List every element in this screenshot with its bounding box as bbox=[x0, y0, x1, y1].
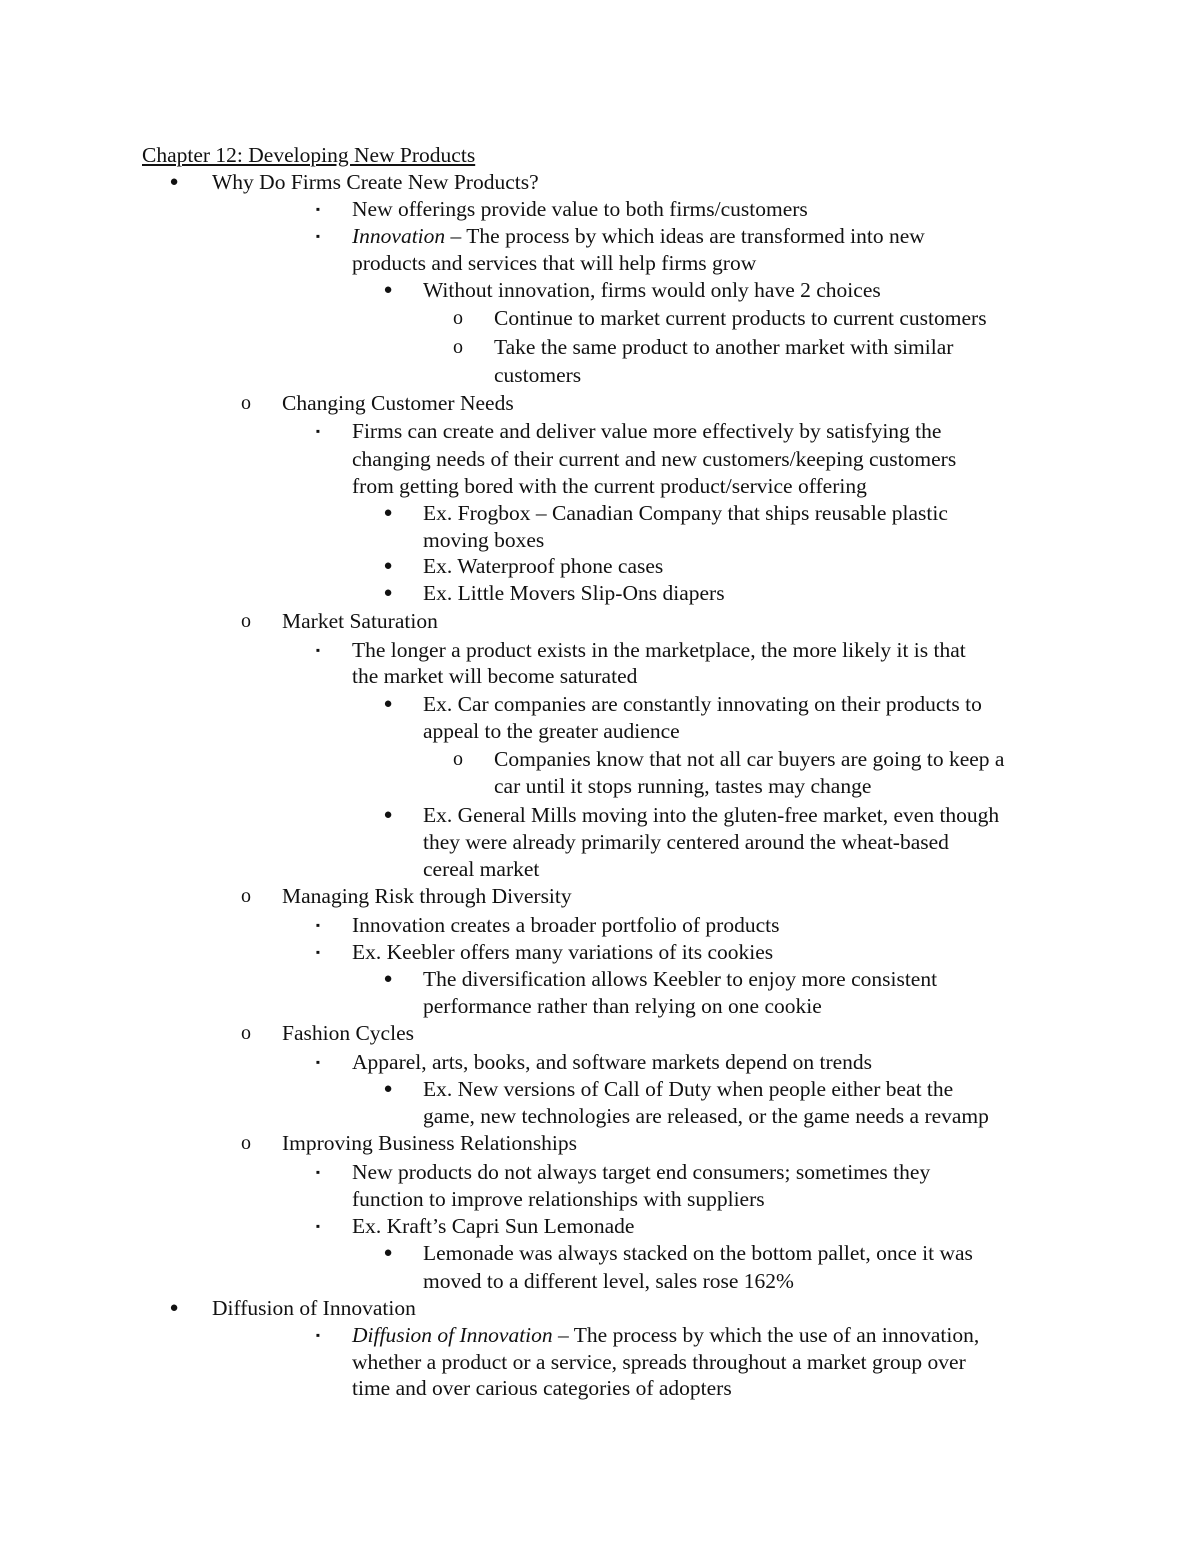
outline-line bbox=[423, 580, 725, 607]
outline-line bbox=[352, 196, 808, 223]
outline-line bbox=[423, 691, 982, 718]
outline-text: New products do not always target end consumers; sometimes they bbox=[352, 1160, 931, 1184]
outline-text: Ex. New versions of Call of Duty when people either beat the bbox=[423, 1077, 954, 1101]
outline-text: game, new technologies are released, or the game needs a revamp bbox=[423, 1104, 989, 1128]
outline-text: the market will become saturated bbox=[352, 664, 638, 688]
outline-text: Managing Risk through Diversity bbox=[282, 884, 572, 908]
outline-text: cereal market bbox=[423, 857, 540, 881]
term-italic: Innovation bbox=[352, 224, 446, 248]
outline-line bbox=[423, 553, 663, 580]
square-bullet-icon: ▪ bbox=[315, 1328, 321, 1342]
outline-text: Innovation creates a broader portfolio of products bbox=[352, 913, 780, 937]
outline-line bbox=[423, 966, 937, 993]
circle-bullet-icon: o bbox=[241, 392, 251, 414]
term-italic: Diffusion of Innovation bbox=[352, 1323, 553, 1347]
circle-bullet-icon: o bbox=[453, 307, 463, 329]
disc-bullet-icon: ● bbox=[383, 807, 393, 823]
outline-line bbox=[352, 1322, 979, 1349]
outline-text: products and services that will help firms grow bbox=[352, 251, 757, 275]
disc-bullet-icon: ● bbox=[383, 1081, 393, 1097]
outline-text: Lemonade was always stacked on the bottom pallet, once it was bbox=[423, 1241, 973, 1265]
outline-line bbox=[423, 1240, 973, 1267]
disc-bullet-icon: ● bbox=[383, 1245, 393, 1261]
outline-text: they were already primarily centered around the wheat-based bbox=[423, 830, 949, 854]
disc-bullet-icon: ● bbox=[383, 282, 393, 298]
outline-text: whether a product or a service, spreads throughout a market group over bbox=[352, 1350, 966, 1374]
square-bullet-icon: ▪ bbox=[315, 1165, 321, 1179]
outline-line bbox=[352, 1159, 930, 1186]
circle-bullet-icon: o bbox=[241, 610, 251, 632]
outline-text: Market Saturation bbox=[282, 609, 438, 633]
outline-line bbox=[352, 250, 756, 277]
outline-text: Diffusion of Innovation bbox=[212, 1296, 416, 1320]
outline-text: Ex. Frogbox – Canadian Company that ships reusable plastic bbox=[423, 501, 948, 525]
outline-line bbox=[352, 1213, 634, 1240]
outline-text: Take the same product to another market with similar bbox=[494, 335, 954, 359]
outline-line bbox=[423, 1268, 794, 1295]
disc-bullet-icon: ● bbox=[169, 174, 179, 190]
square-bullet-icon: ▪ bbox=[315, 1055, 321, 1069]
outline-line bbox=[352, 663, 637, 690]
outline-line bbox=[494, 773, 871, 800]
outline-line bbox=[352, 912, 779, 939]
outline-text: Changing Customer Needs bbox=[282, 391, 514, 415]
outline-line bbox=[423, 718, 680, 745]
outline-text: Apparel, arts, books, and software markets depend on trends bbox=[352, 1050, 873, 1074]
outline-line bbox=[423, 277, 881, 304]
outline-line bbox=[423, 829, 949, 856]
outline-line bbox=[423, 802, 999, 829]
square-bullet-icon: ▪ bbox=[315, 1219, 321, 1233]
outline-line bbox=[352, 1186, 765, 1213]
square-bullet-icon: ▪ bbox=[315, 424, 321, 438]
outline-line bbox=[423, 527, 544, 554]
outline-line bbox=[494, 362, 581, 389]
outline-text: moving boxes bbox=[423, 528, 545, 552]
outline-text: – The process by which the use of an innovation, bbox=[552, 1323, 980, 1347]
outline-text: Continue to market current products to current customers bbox=[494, 306, 987, 330]
outline-line bbox=[282, 883, 572, 910]
outline-line bbox=[423, 856, 539, 883]
outline-line bbox=[352, 1049, 872, 1076]
outline-line bbox=[282, 390, 514, 417]
circle-bullet-icon: o bbox=[241, 1132, 251, 1154]
outline-text: Firms can create and deliver value more effectively by satisfying the bbox=[352, 419, 942, 443]
circle-bullet-icon: o bbox=[241, 1022, 251, 1044]
outline-text: from getting bored with the current product/service offering bbox=[352, 474, 867, 498]
outline-text: – The process by which ideas are transformed into new bbox=[445, 224, 925, 248]
outline-line bbox=[282, 1130, 577, 1157]
circle-bullet-icon: o bbox=[453, 336, 463, 358]
outline-text: Why Do Firms Create New Products? bbox=[212, 170, 539, 194]
disc-bullet-icon: ● bbox=[383, 696, 393, 712]
outline-text: The longer a product exists in the marketplace, the more likely it is that bbox=[352, 638, 966, 662]
outline-text: performance rather than relying on one cookie bbox=[423, 994, 822, 1018]
outline-text: time and over carious categories of adopters bbox=[352, 1376, 732, 1400]
square-bullet-icon: ▪ bbox=[315, 202, 321, 216]
circle-bullet-icon: o bbox=[241, 885, 251, 907]
page-title: Chapter 12: Developing New Products bbox=[142, 143, 476, 167]
outline-line bbox=[352, 418, 941, 445]
disc-bullet-icon: ● bbox=[169, 1300, 179, 1316]
outline-text: Improving Business Relationships bbox=[282, 1131, 578, 1155]
outline-line bbox=[494, 305, 987, 332]
outline-line bbox=[352, 1349, 966, 1376]
square-bullet-icon: ▪ bbox=[315, 945, 321, 959]
outline-line bbox=[282, 608, 438, 635]
outline-line bbox=[352, 637, 966, 664]
outline-line bbox=[352, 1375, 732, 1402]
outline-line bbox=[352, 473, 867, 500]
outline-text: Without innovation, firms would only have 2 choices bbox=[423, 278, 881, 302]
disc-bullet-icon: ● bbox=[383, 585, 393, 601]
outline-line bbox=[212, 1295, 416, 1322]
outline-text: Ex. Little Movers Slip-Ons diapers bbox=[423, 581, 725, 605]
outline-text: car until it stops running, tastes may change bbox=[494, 774, 872, 798]
outline-line bbox=[494, 746, 1004, 773]
outline-text: Ex. Kraft’s Capri Sun Lemonade bbox=[352, 1214, 635, 1238]
outline-line bbox=[423, 500, 948, 527]
outline-line bbox=[352, 939, 773, 966]
outline-text: moved to a different level, sales rose 162% bbox=[423, 1269, 794, 1293]
outline-text: Ex. General Mills moving into the gluten-free market, even though bbox=[423, 803, 1000, 827]
outline-text: Ex. Keebler offers many variations of its cookies bbox=[352, 940, 774, 964]
circle-bullet-icon: o bbox=[453, 748, 463, 770]
outline-line bbox=[423, 1103, 989, 1130]
outline-text: The diversification allows Keebler to enjoy more consistent bbox=[423, 967, 938, 991]
outline-text: Ex. Car companies are constantly innovating on their products to bbox=[423, 692, 982, 716]
disc-bullet-icon: ● bbox=[383, 558, 393, 574]
outline-line bbox=[423, 993, 822, 1020]
outline-text: changing needs of their current and new customers/keeping customers bbox=[352, 447, 957, 471]
outline-text: Companies know that not all car buyers are going to keep a bbox=[494, 747, 1005, 771]
outline-text: Ex. Waterproof phone cases bbox=[423, 554, 664, 578]
square-bullet-icon: ▪ bbox=[315, 918, 321, 932]
outline-line bbox=[494, 334, 953, 361]
square-bullet-icon: ▪ bbox=[315, 229, 321, 243]
outline-text: function to improve relationships with suppliers bbox=[352, 1187, 765, 1211]
square-bullet-icon: ▪ bbox=[315, 643, 321, 657]
disc-bullet-icon: ● bbox=[383, 505, 393, 521]
outline-text: New offerings provide value to both firms/customers bbox=[352, 197, 808, 221]
outline-line bbox=[352, 446, 956, 473]
outline-line bbox=[423, 1076, 953, 1103]
outline-line bbox=[212, 169, 539, 196]
outline-text: customers bbox=[494, 363, 582, 387]
outline-text: appeal to the greater audience bbox=[423, 719, 680, 743]
disc-bullet-icon: ● bbox=[383, 971, 393, 987]
outline-text: Fashion Cycles bbox=[282, 1021, 414, 1045]
outline-line bbox=[282, 1020, 414, 1047]
outline-line bbox=[352, 223, 925, 250]
